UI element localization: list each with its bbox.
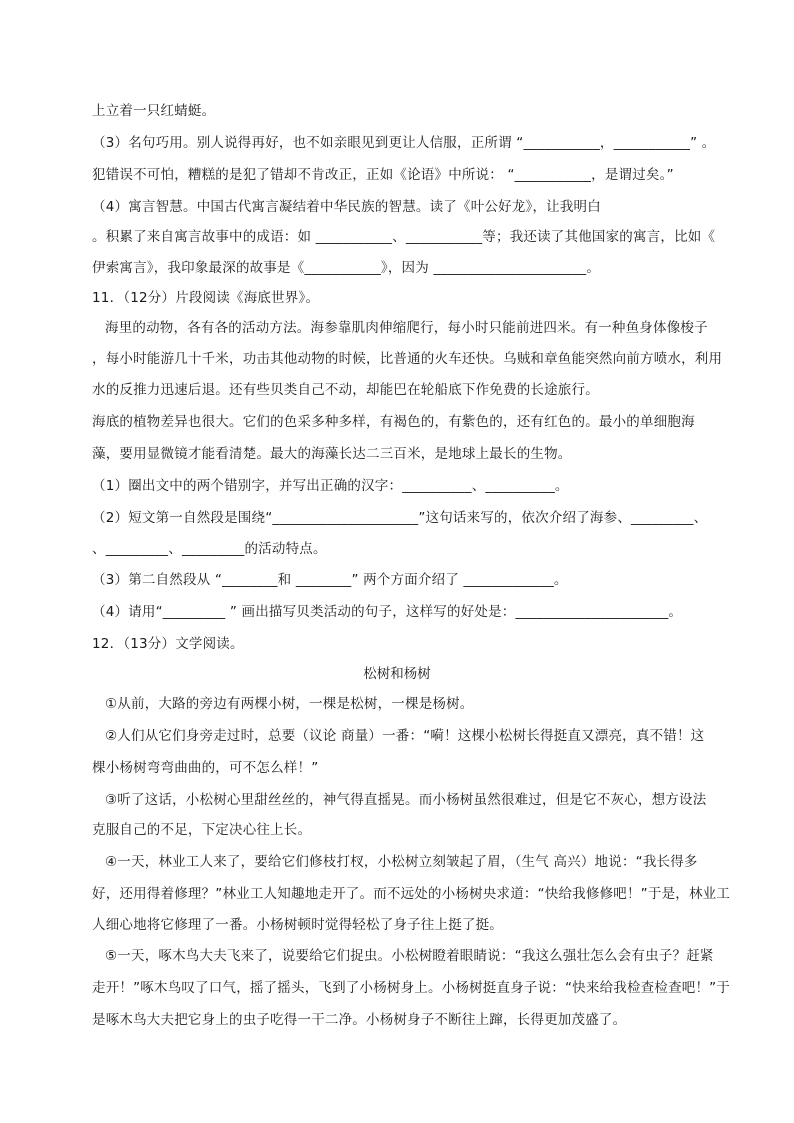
text-line: 、_________、_________的活动特点。 xyxy=(92,541,327,557)
text-line: 好，还用得着修理？”林业工人知趣地走开了。而不远处的小杨树央求道：“快给我修修吧！”于是，林业工 xyxy=(92,886,731,902)
text-line: （1）圈出文中的两个错别字，并写出正确的汉字：__________、__________。 xyxy=(92,478,569,494)
text-line: 棵小杨树弯弯曲曲的，可不怎么样！” xyxy=(92,760,319,776)
text-line: 人细心地将它修理了一番。小杨树顿时觉得轻松了身子往上挺了挺。 xyxy=(92,917,503,933)
text-line: 克服自己的不足，下定决心往上长。 xyxy=(92,822,312,838)
text-line: 是啄木鸟大夫把它身上的虫子吃得一干二净。小杨树身子不断往上蹿，长得更加茂盛了。 xyxy=(92,1012,627,1028)
text-line: （3）名句巧用。别人说得再好，也不如亲眼见到更让人信服，正所谓 “___________，___________” 。 xyxy=(92,135,716,151)
text-line: ③听了这话，小松树心里甜丝丝的，神气得直摇晃。而小杨树虽然很难过，但是它不灰心，想方设法 xyxy=(105,792,707,808)
text-line: ②人们从它们身旁走过时，总要（议论 商量）一番：“嗬！这棵小松树长得挺直又漂亮，真不错！这 xyxy=(105,728,705,744)
text-line: ，每小时能游几十千米，功击其他动物的时候，比普通的火车还快。乌贼和章鱼能突然向前方喷水，利用 xyxy=(92,351,723,367)
text-line: 走开！”啄木鸟叹了口气，摇了摇头，飞到了小杨树身上。小杨树挺直身子说：“快来给我检查检查吧！”于 xyxy=(92,980,731,996)
text-line: （2）短文第一自然段是围绕“_____________________”这句话来写的，依次介绍了海参、_________、 xyxy=(92,510,708,526)
text-line: ④一天，林业工人来了，要给它们修枝打杈，小松树立刻皱起了眉，（生气 高兴）地说：“我长得多 xyxy=(105,854,698,870)
text-line: （3）第二自然段从 “________和 ________” 两个方面介绍了 _____________。 xyxy=(92,572,568,588)
question-heading: 11．（12分）片段阅读《海底世界》。 xyxy=(92,290,320,306)
story-title: 松树和杨树 xyxy=(363,666,431,682)
text-line: 水的反推力迅速后退。还有些贝类自己不动，却能巴在轮船底下作免费的长途旅行。 xyxy=(92,382,599,398)
text-line: 伊索寓言》，我印象最深的故事是《___________》，因为 ______________________。 xyxy=(92,260,601,276)
text-line: 上立着一只红蜻蜓。 xyxy=(92,103,216,119)
text-line: 。积累了来自寓言故事中的成语：如 ___________、___________等；我还读了其他国家的寓言，比如《 xyxy=(92,229,716,245)
text-line: 犯错误不可怕，糟糕的是犯了错却不肯改正，正如《论语》中所说： “___________，是谓过矣。” xyxy=(92,167,674,183)
text-line: 海底的植物差异也很大。它们的色采多种多样，有褐色的，有紫色的，还有红色的。最小的单细胞海 xyxy=(92,414,695,430)
text-line: （4）请用“_________ ” 画出描写贝类活动的句子，这样写的好处是：______________________。 xyxy=(92,604,683,620)
text-line: （4）寓言智慧。中国古代寓言凝结着中华民族的智慧。读了《叶公好龙》，让我明白 xyxy=(92,199,601,215)
text-line: 藻，要用显微镜才能看清楚。最大的海藻长达二三百米，是地球上最长的生物。 xyxy=(92,446,572,462)
text-line: ⑤一天，啄木鸟大夫飞来了，说要给它们捉虫。小松树瞪着眼睛说：“我这么强壮怎么会有虫子？赶紧 xyxy=(105,948,714,964)
text-line: ①从前，大路的旁边有两棵小树，一棵是松树，一棵是杨树。 xyxy=(105,696,474,712)
question-heading: 12．（13分）文学阅读。 xyxy=(92,636,244,652)
text-line: 海里的动物，各有各的活动方法。海参靠肌肉伸缩爬行，每小时只能前进四米。有一种鱼身体像梭子 xyxy=(105,320,708,336)
